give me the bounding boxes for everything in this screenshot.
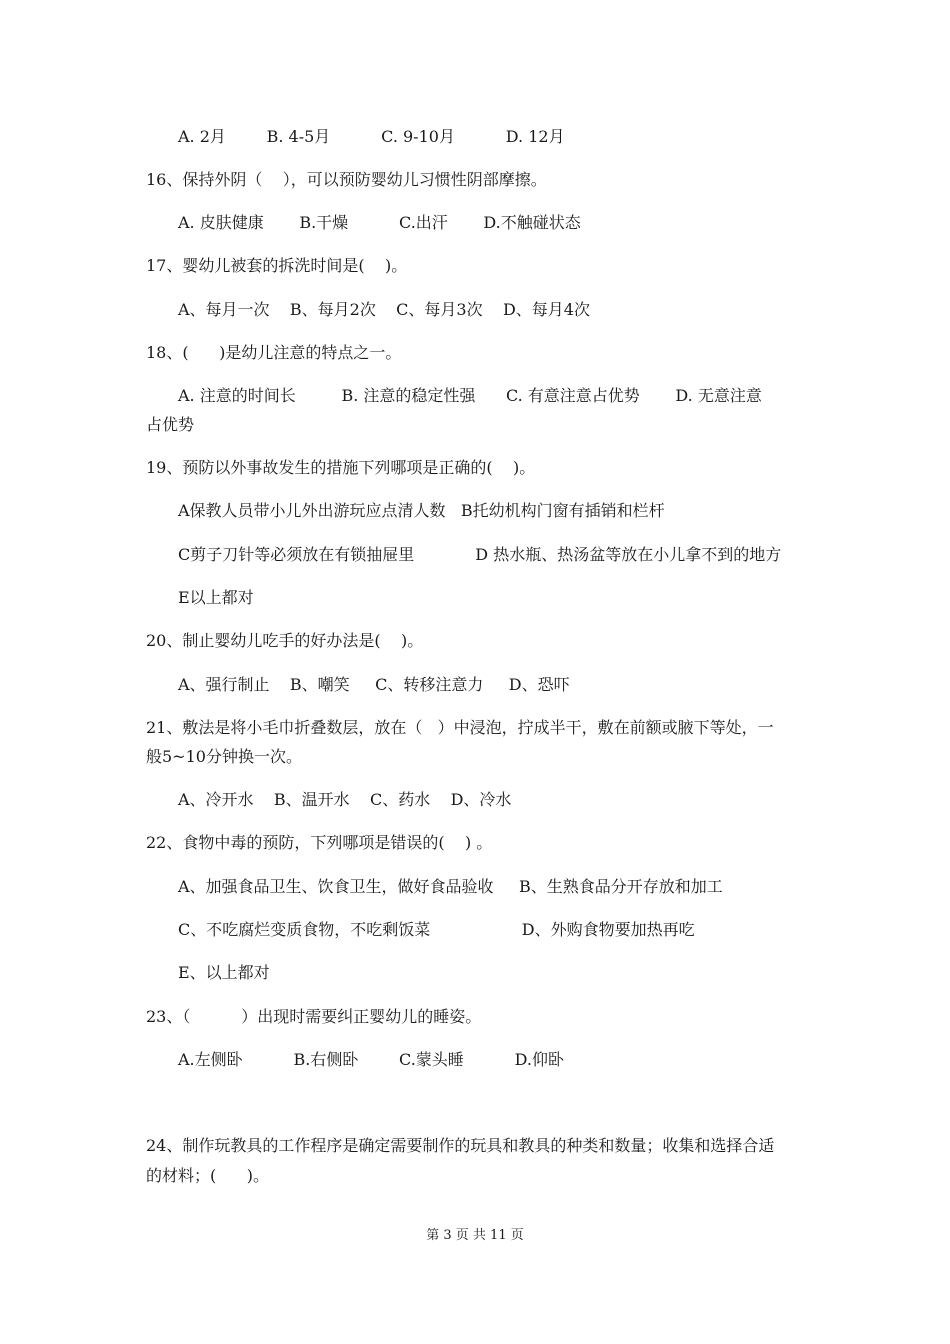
- q18-question: 18、( )是幼儿注意的特点之一。: [146, 343, 402, 362]
- q17-question: 17、婴幼儿被套的拆洗时间是( )。: [146, 256, 408, 275]
- q23-question: 23、（ ）出现时需要纠正婴幼儿的睡姿。: [146, 1007, 482, 1026]
- q17-options: A、每月一次 B、每月2次 C、每月3次 D、每月4次: [178, 300, 590, 319]
- q22-question: 22、食物中毒的预防，下列哪项是错误的( ) 。: [146, 833, 493, 852]
- q16-options: A. 皮肤健康 B.干燥 C.出汗 D.不触碰状态: [178, 213, 581, 232]
- q21-question-wrap: 般5~10分钟换一次。: [146, 747, 302, 766]
- q18-options-wrap: 占优势: [146, 415, 195, 434]
- q21-options: A、冷开水 B、温开水 C、药水 D、冷水: [178, 790, 512, 809]
- q21-question: 21、敷法是将小毛巾折叠数层，放在（ ）中浸泡，拧成半干，敷在前额或腋下等处，一: [146, 718, 774, 737]
- q23-options: A.左侧卧 B.右侧卧 C.蒙头睡 D.仰卧: [178, 1050, 564, 1069]
- q20-options: A、强行制止 B、嘲笑 C、转移注意力 D、恐吓: [178, 675, 570, 694]
- q16-question: 16、保持外阴（ ），可以预防婴幼儿习惯性阴部摩擦。: [146, 170, 547, 189]
- q22-options-e: E、以上都对: [178, 963, 270, 982]
- q24-question-wrap: 的材料；( )。: [146, 1166, 270, 1185]
- q20-question: 20、制止婴幼儿吃手的好办法是( )。: [146, 631, 424, 650]
- page-footer: 第 3 页 共 11 页: [426, 1228, 524, 1243]
- q22-options-cd: C、不吃腐烂变质食物，不吃剩饭菜 D、外购食物要加热再吃: [178, 920, 695, 939]
- q24-question: 24、制作玩教具的工作程序是确定需要制作的玩具和教具的种类和数量；收集和选择合适: [146, 1136, 775, 1155]
- q22-options-ab: A、加强食品卫生、饮食卫生，做好食品验收 B、生熟食品分开存放和加工: [178, 877, 723, 896]
- q19-options-ab: A保教人员带小儿外出游玩应点清人数 B托幼机构门窗有插销和栏杆: [178, 501, 665, 520]
- q19-options-cd: C剪子刀针等必须放在有锁抽屉里 D 热水瓶、热汤盆等放在小儿拿不到的地方: [178, 545, 782, 564]
- q19-question: 19、预防以外事故发生的措施下列哪项是正确的( )。: [146, 458, 536, 477]
- q15-options: A. 2月 B. 4-5月 C. 9-10月 D. 12月: [178, 127, 565, 146]
- q19-options-e: E以上都对: [178, 588, 254, 607]
- q18-options: A. 注意的时间长 B. 注意的稳定性强 C. 有意注意占优势 D. 无意注意: [178, 386, 762, 405]
